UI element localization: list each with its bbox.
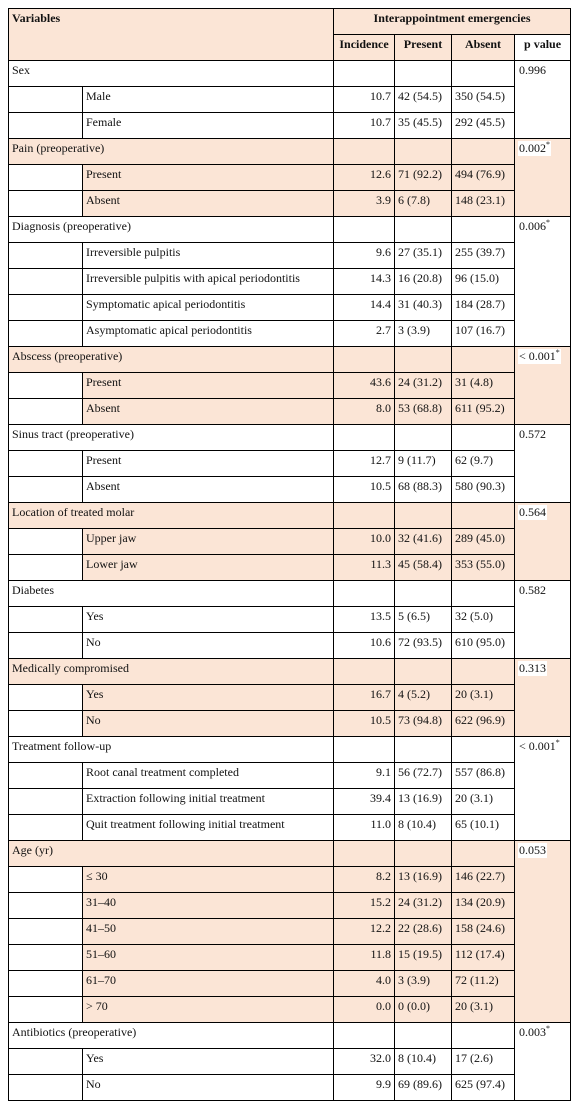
significance-marker: * <box>546 1024 551 1033</box>
present-value: 3 (3.9) <box>395 321 452 347</box>
table-row <box>9 997 571 1023</box>
incidence-value: 43.6 <box>334 373 395 399</box>
absent-value: 611 (95.2) <box>452 399 515 425</box>
present-value: 24 (31.2) <box>395 373 452 399</box>
p-value-cell <box>515 347 571 425</box>
table-row <box>9 321 571 347</box>
section-label: Medically compromised <box>9 659 334 685</box>
empty-cell <box>334 841 395 867</box>
present-value: 32 (41.6) <box>395 529 452 555</box>
row-label: Present <box>83 165 334 191</box>
table-row <box>9 451 571 477</box>
indent-cell <box>9 373 83 399</box>
absent-value: 17 (2.6) <box>452 1049 515 1075</box>
indent-cell <box>9 243 83 269</box>
row-label: 61–70 <box>83 971 334 997</box>
indent-cell <box>9 269 83 295</box>
incidence-value: 10.0 <box>334 529 395 555</box>
absent-value: 134 (20.9) <box>452 893 515 919</box>
absent-value: 96 (15.0) <box>452 269 515 295</box>
table-row <box>9 711 571 737</box>
empty-cell <box>452 581 515 607</box>
section-label: Age (yr) <box>9 841 334 867</box>
section-row <box>9 425 571 451</box>
empty-cell <box>334 61 395 87</box>
empty-cell <box>334 347 395 373</box>
present-value: 8 (10.4) <box>395 1049 452 1075</box>
section-label: Abscess (preoperative) <box>9 347 334 373</box>
indent-cell <box>9 633 83 659</box>
incidence-value: 10.5 <box>334 711 395 737</box>
row-label: Asymptomatic apical periodontitis <box>83 321 334 347</box>
section-row <box>9 1023 571 1049</box>
incidence-value: 8.0 <box>334 399 395 425</box>
row-label: Symptomatic apical periodontitis <box>83 295 334 321</box>
incidence-value: 14.3 <box>334 269 395 295</box>
empty-cell <box>395 425 452 451</box>
p-value-text: 0.564 <box>519 505 547 519</box>
table-row <box>9 867 571 893</box>
incidence-value: 3.9 <box>334 191 395 217</box>
p-value <box>518 505 547 520</box>
present-value: 16 (20.8) <box>395 269 452 295</box>
incidence-value: 11.8 <box>334 945 395 971</box>
incidence-header: Incidence <box>334 35 395 61</box>
row-label: Present <box>83 451 334 477</box>
section-label: Treatment follow-up <box>9 737 334 763</box>
present-value: 5 (6.5) <box>395 607 452 633</box>
incidence-value: 12.2 <box>334 919 395 945</box>
incidence-value: 9.1 <box>334 763 395 789</box>
p-value-text: < 0.001 <box>519 349 556 363</box>
incidence-value: 11.0 <box>334 815 395 841</box>
indent-cell <box>9 1075 83 1101</box>
row-label: 51–60 <box>83 945 334 971</box>
empty-cell <box>395 347 452 373</box>
p-value-text: 0.002 <box>519 141 547 155</box>
empty-cell <box>395 659 452 685</box>
indent-cell <box>9 113 83 139</box>
variables-header: Variables <box>9 9 334 61</box>
row-label: Female <box>83 113 334 139</box>
absent-value: 20 (3.1) <box>452 789 515 815</box>
header-row-1 <box>9 9 571 35</box>
pvalue-header: p value <box>515 35 571 61</box>
section-label: Pain (preoperative) <box>9 139 334 165</box>
incidence-value: 9.6 <box>334 243 395 269</box>
incidence-value: 32.0 <box>334 1049 395 1075</box>
absent-value: 62 (9.7) <box>452 451 515 477</box>
absent-value: 494 (76.9) <box>452 165 515 191</box>
p-value-cell <box>515 659 571 737</box>
indent-cell <box>9 945 83 971</box>
p-value-cell <box>515 61 571 139</box>
incidence-value: 13.5 <box>334 607 395 633</box>
empty-cell <box>395 217 452 243</box>
p-value-text: 0.313 <box>519 661 547 675</box>
absent-value: 65 (10.1) <box>452 815 515 841</box>
row-label: Lower jaw <box>83 555 334 581</box>
p-value <box>518 349 561 364</box>
table-row <box>9 87 571 113</box>
indent-cell <box>9 711 83 737</box>
table-row <box>9 529 571 555</box>
empty-cell <box>334 217 395 243</box>
absent-value: 610 (95.0) <box>452 633 515 659</box>
significance-marker: * <box>555 348 560 357</box>
absent-value: 148 (23.1) <box>452 191 515 217</box>
present-value: 0 (0.0) <box>395 997 452 1023</box>
present-value: 68 (88.3) <box>395 477 452 503</box>
table-row <box>9 1075 571 1101</box>
empty-cell <box>452 425 515 451</box>
incidence-value: 39.4 <box>334 789 395 815</box>
present-value: 71 (92.2) <box>395 165 452 191</box>
section-row <box>9 139 571 165</box>
table-row <box>9 165 571 191</box>
indent-cell <box>9 191 83 217</box>
present-value: 24 (31.2) <box>395 893 452 919</box>
indent-cell <box>9 815 83 841</box>
empty-cell <box>334 503 395 529</box>
indent-cell <box>9 607 83 633</box>
incidence-value: 0.0 <box>334 997 395 1023</box>
indent-cell <box>9 789 83 815</box>
absent-value: 289 (45.0) <box>452 529 515 555</box>
p-value-cell <box>515 581 571 659</box>
present-value: 4 (5.2) <box>395 685 452 711</box>
p-value-cell <box>515 737 571 841</box>
present-value: 22 (28.6) <box>395 919 452 945</box>
indent-cell <box>9 165 83 191</box>
absent-value: 20 (3.1) <box>452 997 515 1023</box>
absent-value: 158 (24.6) <box>452 919 515 945</box>
table-row <box>9 113 571 139</box>
present-value: 13 (16.9) <box>395 789 452 815</box>
absent-header: Absent <box>452 35 515 61</box>
row-label: Yes <box>83 1049 334 1075</box>
row-label: Absent <box>83 399 334 425</box>
empty-cell <box>334 425 395 451</box>
incidence-value: 12.7 <box>334 451 395 477</box>
present-value: 45 (58.4) <box>395 555 452 581</box>
empty-cell <box>395 61 452 87</box>
empty-cell <box>452 1023 515 1049</box>
row-label: Irreversible pulpitis <box>83 243 334 269</box>
significance-marker: * <box>546 140 551 149</box>
row-label: Absent <box>83 477 334 503</box>
present-value: 53 (68.8) <box>395 399 452 425</box>
table-row <box>9 893 571 919</box>
empty-cell <box>334 581 395 607</box>
empty-cell <box>452 61 515 87</box>
row-label: 31–40 <box>83 893 334 919</box>
p-value <box>518 219 551 234</box>
present-value: 27 (35.1) <box>395 243 452 269</box>
incidence-value: 9.9 <box>334 1075 395 1101</box>
incidence-value: 10.7 <box>334 113 395 139</box>
p-value <box>518 427 547 442</box>
row-label: Irreversible pulpitis with apical periodontitis <box>83 269 334 295</box>
table-row <box>9 685 571 711</box>
absent-value: 353 (55.0) <box>452 555 515 581</box>
present-value: 15 (19.5) <box>395 945 452 971</box>
row-label: ≤ 30 <box>83 867 334 893</box>
indent-cell <box>9 997 83 1023</box>
section-row <box>9 61 571 87</box>
section-label: Location of treated molar <box>9 503 334 529</box>
section-label: Sinus tract (preoperative) <box>9 425 334 451</box>
section-row <box>9 841 571 867</box>
absent-value: 32 (5.0) <box>452 607 515 633</box>
incidence-value: 2.7 <box>334 321 395 347</box>
incidence-value: 14.4 <box>334 295 395 321</box>
absent-value: 255 (39.7) <box>452 243 515 269</box>
present-value: 31 (40.3) <box>395 295 452 321</box>
section-row <box>9 503 571 529</box>
section-row <box>9 217 571 243</box>
table-row <box>9 191 571 217</box>
row-label: > 70 <box>83 997 334 1023</box>
row-label: 41–50 <box>83 919 334 945</box>
empty-cell <box>452 217 515 243</box>
table-row <box>9 607 571 633</box>
absent-value: 184 (28.7) <box>452 295 515 321</box>
indent-cell <box>9 87 83 113</box>
row-label: Upper jaw <box>83 529 334 555</box>
indent-cell <box>9 685 83 711</box>
absent-value: 72 (11.2) <box>452 971 515 997</box>
p-value-cell <box>515 841 571 1023</box>
row-label: No <box>83 1075 334 1101</box>
table-row <box>9 243 571 269</box>
p-value-cell <box>515 503 571 581</box>
table-row <box>9 971 571 997</box>
table-row <box>9 1049 571 1075</box>
empty-cell <box>452 347 515 373</box>
absent-value: 146 (22.7) <box>452 867 515 893</box>
p-value-text: 0.003 <box>519 1025 547 1039</box>
row-label: Root canal treatment completed <box>83 763 334 789</box>
table-row <box>9 477 571 503</box>
incidence-value: 4.0 <box>334 971 395 997</box>
incidence-value: 11.3 <box>334 555 395 581</box>
p-value <box>518 583 547 598</box>
empty-cell <box>452 139 515 165</box>
p-value <box>518 63 547 78</box>
incidence-value: 16.7 <box>334 685 395 711</box>
empty-cell <box>395 581 452 607</box>
indent-cell <box>9 919 83 945</box>
present-value: 56 (72.7) <box>395 763 452 789</box>
p-value-cell <box>515 1023 571 1101</box>
empty-cell <box>452 841 515 867</box>
indent-cell <box>9 451 83 477</box>
p-value-text: 0.006 <box>519 219 547 233</box>
p-value-cell <box>515 139 571 217</box>
significance-marker: * <box>546 218 551 227</box>
table-body <box>9 61 571 1101</box>
table-row <box>9 919 571 945</box>
significance-marker: * <box>555 738 560 747</box>
absent-value: 622 (96.9) <box>452 711 515 737</box>
p-value-cell <box>515 217 571 347</box>
absent-value: 580 (90.3) <box>452 477 515 503</box>
p-value <box>518 739 561 754</box>
indent-cell <box>9 867 83 893</box>
indent-cell <box>9 529 83 555</box>
empty-cell <box>395 841 452 867</box>
indent-cell <box>9 971 83 997</box>
absent-value: 350 (54.5) <box>452 87 515 113</box>
incidence-value: 10.5 <box>334 477 395 503</box>
table-row <box>9 269 571 295</box>
row-label: Present <box>83 373 334 399</box>
section-row <box>9 659 571 685</box>
absent-value: 31 (4.8) <box>452 373 515 399</box>
row-label: Yes <box>83 607 334 633</box>
empty-cell <box>452 503 515 529</box>
section-row <box>9 581 571 607</box>
present-value: 6 (7.8) <box>395 191 452 217</box>
indent-cell <box>9 321 83 347</box>
present-value: 73 (94.8) <box>395 711 452 737</box>
present-value: 42 (54.5) <box>395 87 452 113</box>
section-row <box>9 347 571 373</box>
p-value-text: 0.053 <box>519 843 547 857</box>
present-value: 13 (16.9) <box>395 867 452 893</box>
p-value-cell <box>515 425 571 503</box>
empty-cell <box>334 659 395 685</box>
row-label: Yes <box>83 685 334 711</box>
table-row <box>9 555 571 581</box>
present-value: 8 (10.4) <box>395 815 452 841</box>
empty-cell <box>334 1023 395 1049</box>
table-row <box>9 373 571 399</box>
empty-cell <box>395 139 452 165</box>
table-row <box>9 789 571 815</box>
indent-cell <box>9 1049 83 1075</box>
empty-cell <box>395 737 452 763</box>
absent-value: 107 (16.7) <box>452 321 515 347</box>
empty-cell <box>395 503 452 529</box>
empty-cell <box>452 737 515 763</box>
row-label: Absent <box>83 191 334 217</box>
table-row <box>9 399 571 425</box>
row-label: Male <box>83 87 334 113</box>
indent-cell <box>9 295 83 321</box>
present-header: Present <box>395 35 452 61</box>
empty-cell <box>395 1023 452 1049</box>
table-row <box>9 763 571 789</box>
data-table <box>8 8 571 1101</box>
p-value <box>518 141 551 156</box>
indent-cell <box>9 893 83 919</box>
section-label: Diagnosis (preoperative) <box>9 217 334 243</box>
section-row <box>9 737 571 763</box>
incidence-value: 15.2 <box>334 893 395 919</box>
incidence-value: 10.7 <box>334 87 395 113</box>
row-label: No <box>83 711 334 737</box>
indent-cell <box>9 477 83 503</box>
table-row <box>9 945 571 971</box>
indent-cell <box>9 763 83 789</box>
absent-value: 112 (17.4) <box>452 945 515 971</box>
p-value-text: 0.996 <box>519 63 547 77</box>
incidence-value: 10.6 <box>334 633 395 659</box>
empty-cell <box>334 737 395 763</box>
row-label: No <box>83 633 334 659</box>
indent-cell <box>9 399 83 425</box>
section-label: Diabetes <box>9 581 334 607</box>
table-row <box>9 815 571 841</box>
present-value: 3 (3.9) <box>395 971 452 997</box>
empty-cell <box>452 659 515 685</box>
present-value: 72 (93.5) <box>395 633 452 659</box>
emergencies-header: Interappointment emergencies <box>334 9 571 35</box>
p-value-text: 0.582 <box>519 583 547 597</box>
p-value-text: 0.572 <box>519 427 547 441</box>
incidence-value: 8.2 <box>334 867 395 893</box>
present-value: 9 (11.7) <box>395 451 452 477</box>
p-value <box>518 661 547 676</box>
empty-cell <box>334 139 395 165</box>
absent-value: 20 (3.1) <box>452 685 515 711</box>
indent-cell <box>9 555 83 581</box>
section-label: Sex <box>9 61 334 87</box>
p-value <box>518 1025 551 1040</box>
table-row <box>9 295 571 321</box>
section-label: Antibiotics (preoperative) <box>9 1023 334 1049</box>
absent-value: 625 (97.4) <box>452 1075 515 1101</box>
absent-value: 292 (45.5) <box>452 113 515 139</box>
p-value-text: < 0.001 <box>519 739 556 753</box>
table-row <box>9 633 571 659</box>
absent-value: 557 (86.8) <box>452 763 515 789</box>
present-value: 35 (45.5) <box>395 113 452 139</box>
row-label: Extraction following initial treatment <box>83 789 334 815</box>
incidence-value: 12.6 <box>334 165 395 191</box>
present-value: 69 (89.6) <box>395 1075 452 1101</box>
row-label: Quit treatment following initial treatment <box>83 815 334 841</box>
p-value <box>518 843 547 858</box>
